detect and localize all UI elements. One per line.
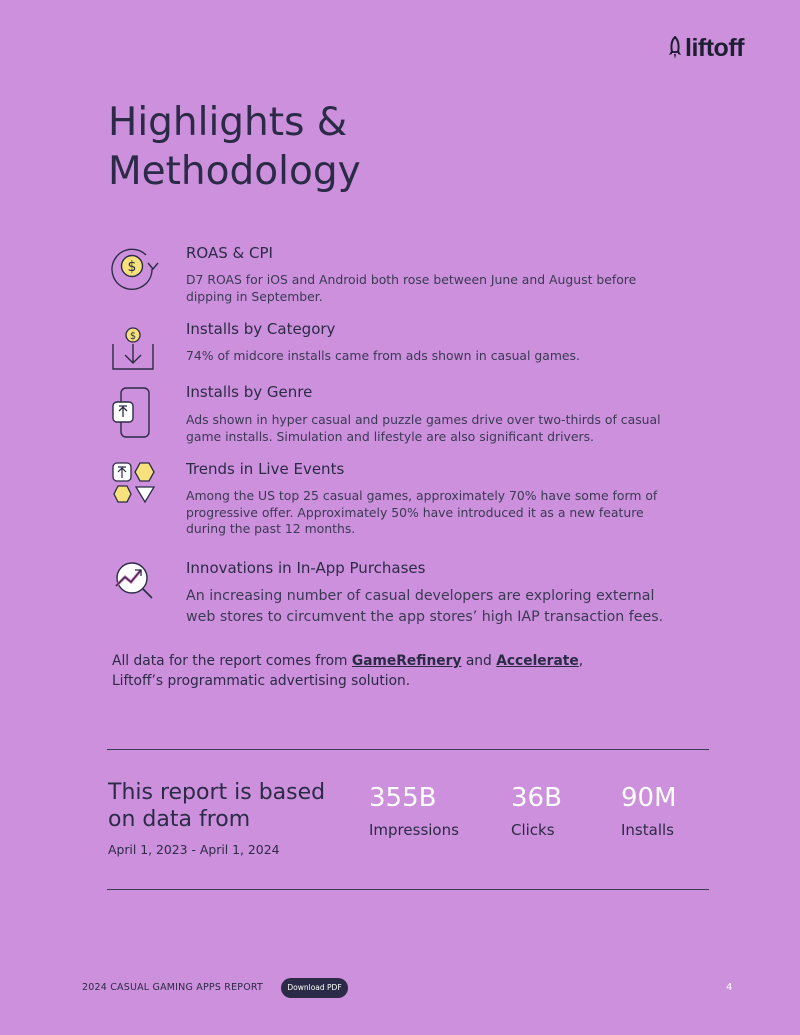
stat-label: Installs — [621, 821, 674, 839]
highlight-title: Trends in Live Events — [186, 460, 345, 478]
page-number: 4 — [726, 982, 733, 993]
footer-report-name: 2024 CASUAL GAMING APPS REPORT — [82, 982, 263, 993]
svg-text:$: $ — [127, 259, 137, 275]
highlight-text: Among the US top 25 casual games, approximately 70% have some form of progressive offer. Approximately 50% have introduced it as a new feature during the past 12 months. — [186, 488, 658, 536]
shapes-grid-icon — [108, 459, 160, 515]
dollar-cycle-icon — [108, 243, 160, 299]
stat-value: 90M — [621, 783, 677, 813]
gamerefinery-link[interactable]: GameRefinery — [351, 653, 462, 669]
download-pdf-button[interactable]: Download PDF — [281, 978, 348, 998]
rocket-icon — [668, 36, 682, 60]
stat-label: Clicks — [511, 821, 555, 839]
highlight-title: Installs by Category — [186, 320, 336, 338]
highlight-text: An increasing number of casual developers are exploring external web stores to circumvent the app stores’ high IAP transaction fees. — [186, 588, 664, 625]
page-title — [108, 98, 708, 196]
stat-impressions — [369, 782, 459, 840]
data-source-note — [112, 651, 632, 691]
summary-heading: This report is based on data from — [108, 780, 326, 832]
trend-magnifier-icon — [108, 558, 160, 614]
note-prefix: All data for the report comes from — [112, 653, 352, 669]
date-range: April 1, 2023 - April 1, 2024 — [108, 842, 280, 857]
highlight-title: Installs by Genre — [186, 383, 313, 401]
highlight-title: Innovations in In-App Purchases — [186, 559, 426, 577]
svg-text:$: $ — [129, 331, 137, 342]
stat-clicks — [511, 782, 562, 840]
stat-value: 355B — [369, 783, 437, 813]
phone-upload-icon — [108, 382, 160, 438]
note-suffix: , Liftoff’s programmatic advertising solution. — [112, 653, 584, 689]
highlight-text: Ads shown in hyper casual and puzzle games drive over two-thirds of casual game installs. Simulation and lifestyle are also significant drivers. — [186, 412, 661, 444]
brand-name: liftoff — [685, 33, 744, 62]
highlight-text: 74% of midcore installs came from ads shown in casual games. — [186, 348, 580, 363]
stat-label: Impressions — [369, 821, 459, 839]
top-divider — [107, 749, 709, 750]
accelerate-link[interactable]: Accelerate — [496, 653, 579, 669]
stat-value: 36B — [511, 783, 562, 813]
note-middle: and — [461, 653, 497, 669]
brand-logo — [668, 34, 744, 62]
page-title-line2: Methodology — [108, 149, 361, 194]
bottom-divider — [107, 889, 709, 890]
dollar-download-icon — [108, 319, 160, 375]
page-title-line1: Highlights & — [108, 100, 348, 145]
stat-installs — [621, 782, 677, 840]
highlight-text: D7 ROAS for iOS and Android both rose between June and August before dipping in September. — [186, 272, 637, 304]
highlight-title: ROAS & CPI — [186, 244, 273, 262]
